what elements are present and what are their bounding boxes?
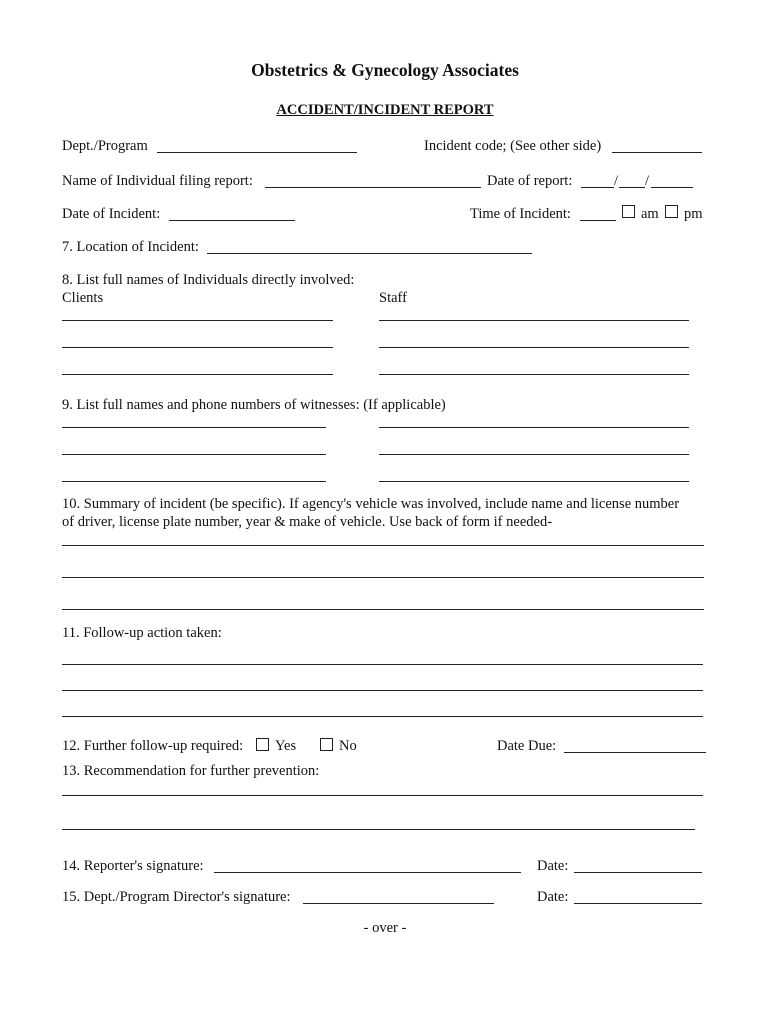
name-filing-label: Name of Individual filing report: xyxy=(62,173,253,189)
staff-name-field-1[interactable] xyxy=(379,320,689,321)
director-date-field[interactable] xyxy=(574,903,702,904)
reporter-date-field[interactable] xyxy=(574,872,702,873)
pm-label: pm xyxy=(684,206,703,222)
section-9-label: 9. List full names and phone numbers of witnesses: (If applicable) xyxy=(62,397,446,413)
recommendation-field-1[interactable] xyxy=(62,795,703,796)
incident-code-field[interactable] xyxy=(612,152,702,153)
recommendation-field-2[interactable] xyxy=(62,829,695,830)
witness-phone-field-2[interactable] xyxy=(379,454,689,455)
section-8-label: 8. List full names of Individuals directly involved: xyxy=(62,272,355,288)
section-14-label: 14. Reporter's signature: xyxy=(62,858,204,874)
dept-program-field[interactable] xyxy=(157,152,357,153)
follow-up-field-2[interactable] xyxy=(62,690,703,691)
am-checkbox[interactable] xyxy=(622,205,635,218)
client-name-field-2[interactable] xyxy=(62,347,333,348)
witness-field-1[interactable] xyxy=(62,427,326,428)
no-label: No xyxy=(339,738,357,754)
date-of-report-label: Date of report: xyxy=(487,173,573,189)
date-of-incident-label: Date of Incident: xyxy=(62,206,161,222)
form-title: ACCIDENT/INCIDENT REPORT xyxy=(276,102,494,118)
clients-label: Clients xyxy=(62,290,104,306)
pm-checkbox[interactable] xyxy=(665,205,678,218)
time-of-incident-label: Time of Incident: xyxy=(470,206,571,222)
section-10-label-line1: 10. Summary of incident (be specific). If agency's vehicle was involved, include name and license number xyxy=(62,496,680,512)
follow-up-field-3[interactable] xyxy=(62,716,703,717)
summary-field-1[interactable] xyxy=(62,545,704,546)
section-15-label: 15. Dept./Program Director's signature: xyxy=(62,889,291,905)
witness-field-3[interactable] xyxy=(62,481,326,482)
incident-code-label: Incident code; (See other side) xyxy=(424,138,602,154)
section-11-label: 11. Follow-up action taken: xyxy=(62,625,222,641)
date-separator: / xyxy=(614,173,619,189)
date-of-report-month-field[interactable] xyxy=(581,187,614,188)
director-signature-field[interactable] xyxy=(303,903,494,904)
organization-title: Obstetrics & Gynecology Associates xyxy=(251,60,519,80)
witness-phone-field-3[interactable] xyxy=(379,481,689,482)
date-separator: / xyxy=(645,173,650,189)
date-due-field[interactable] xyxy=(564,752,706,753)
summary-field-3[interactable] xyxy=(62,609,704,610)
client-name-field-1[interactable] xyxy=(62,320,333,321)
over-footer: - over - xyxy=(363,920,407,936)
no-checkbox[interactable] xyxy=(320,738,333,751)
reporter-date-label: Date: xyxy=(537,858,569,874)
staff-label: Staff xyxy=(379,290,407,306)
client-name-field-3[interactable] xyxy=(62,374,333,375)
section-13-label: 13. Recommendation for further prevention: xyxy=(62,763,320,779)
location-field[interactable] xyxy=(207,253,532,254)
director-date-label: Date: xyxy=(537,889,569,905)
summary-field-2[interactable] xyxy=(62,577,704,578)
follow-up-field-1[interactable] xyxy=(62,664,703,665)
staff-name-field-2[interactable] xyxy=(379,347,689,348)
section-12-label: 12. Further follow-up required: xyxy=(62,738,244,754)
date-of-report-day-field[interactable] xyxy=(619,187,645,188)
reporter-signature-field[interactable] xyxy=(214,872,521,873)
staff-name-field-3[interactable] xyxy=(379,374,689,375)
witness-phone-field-1[interactable] xyxy=(379,427,689,428)
yes-checkbox[interactable] xyxy=(256,738,269,751)
dept-program-label: Dept./Program xyxy=(62,138,148,154)
location-label: 7. Location of Incident: xyxy=(62,239,199,255)
date-due-label: Date Due: xyxy=(497,738,557,754)
section-10-label-line2: of driver, license plate number, year & make of vehicle. Use back of form if needed- xyxy=(62,514,553,530)
yes-label: Yes xyxy=(275,738,297,754)
am-label: am xyxy=(641,206,659,222)
date-of-incident-field[interactable] xyxy=(169,220,295,221)
date-of-report-year-field[interactable] xyxy=(651,187,693,188)
witness-field-2[interactable] xyxy=(62,454,326,455)
time-of-incident-field[interactable] xyxy=(580,220,616,221)
name-filing-field[interactable] xyxy=(265,187,481,188)
